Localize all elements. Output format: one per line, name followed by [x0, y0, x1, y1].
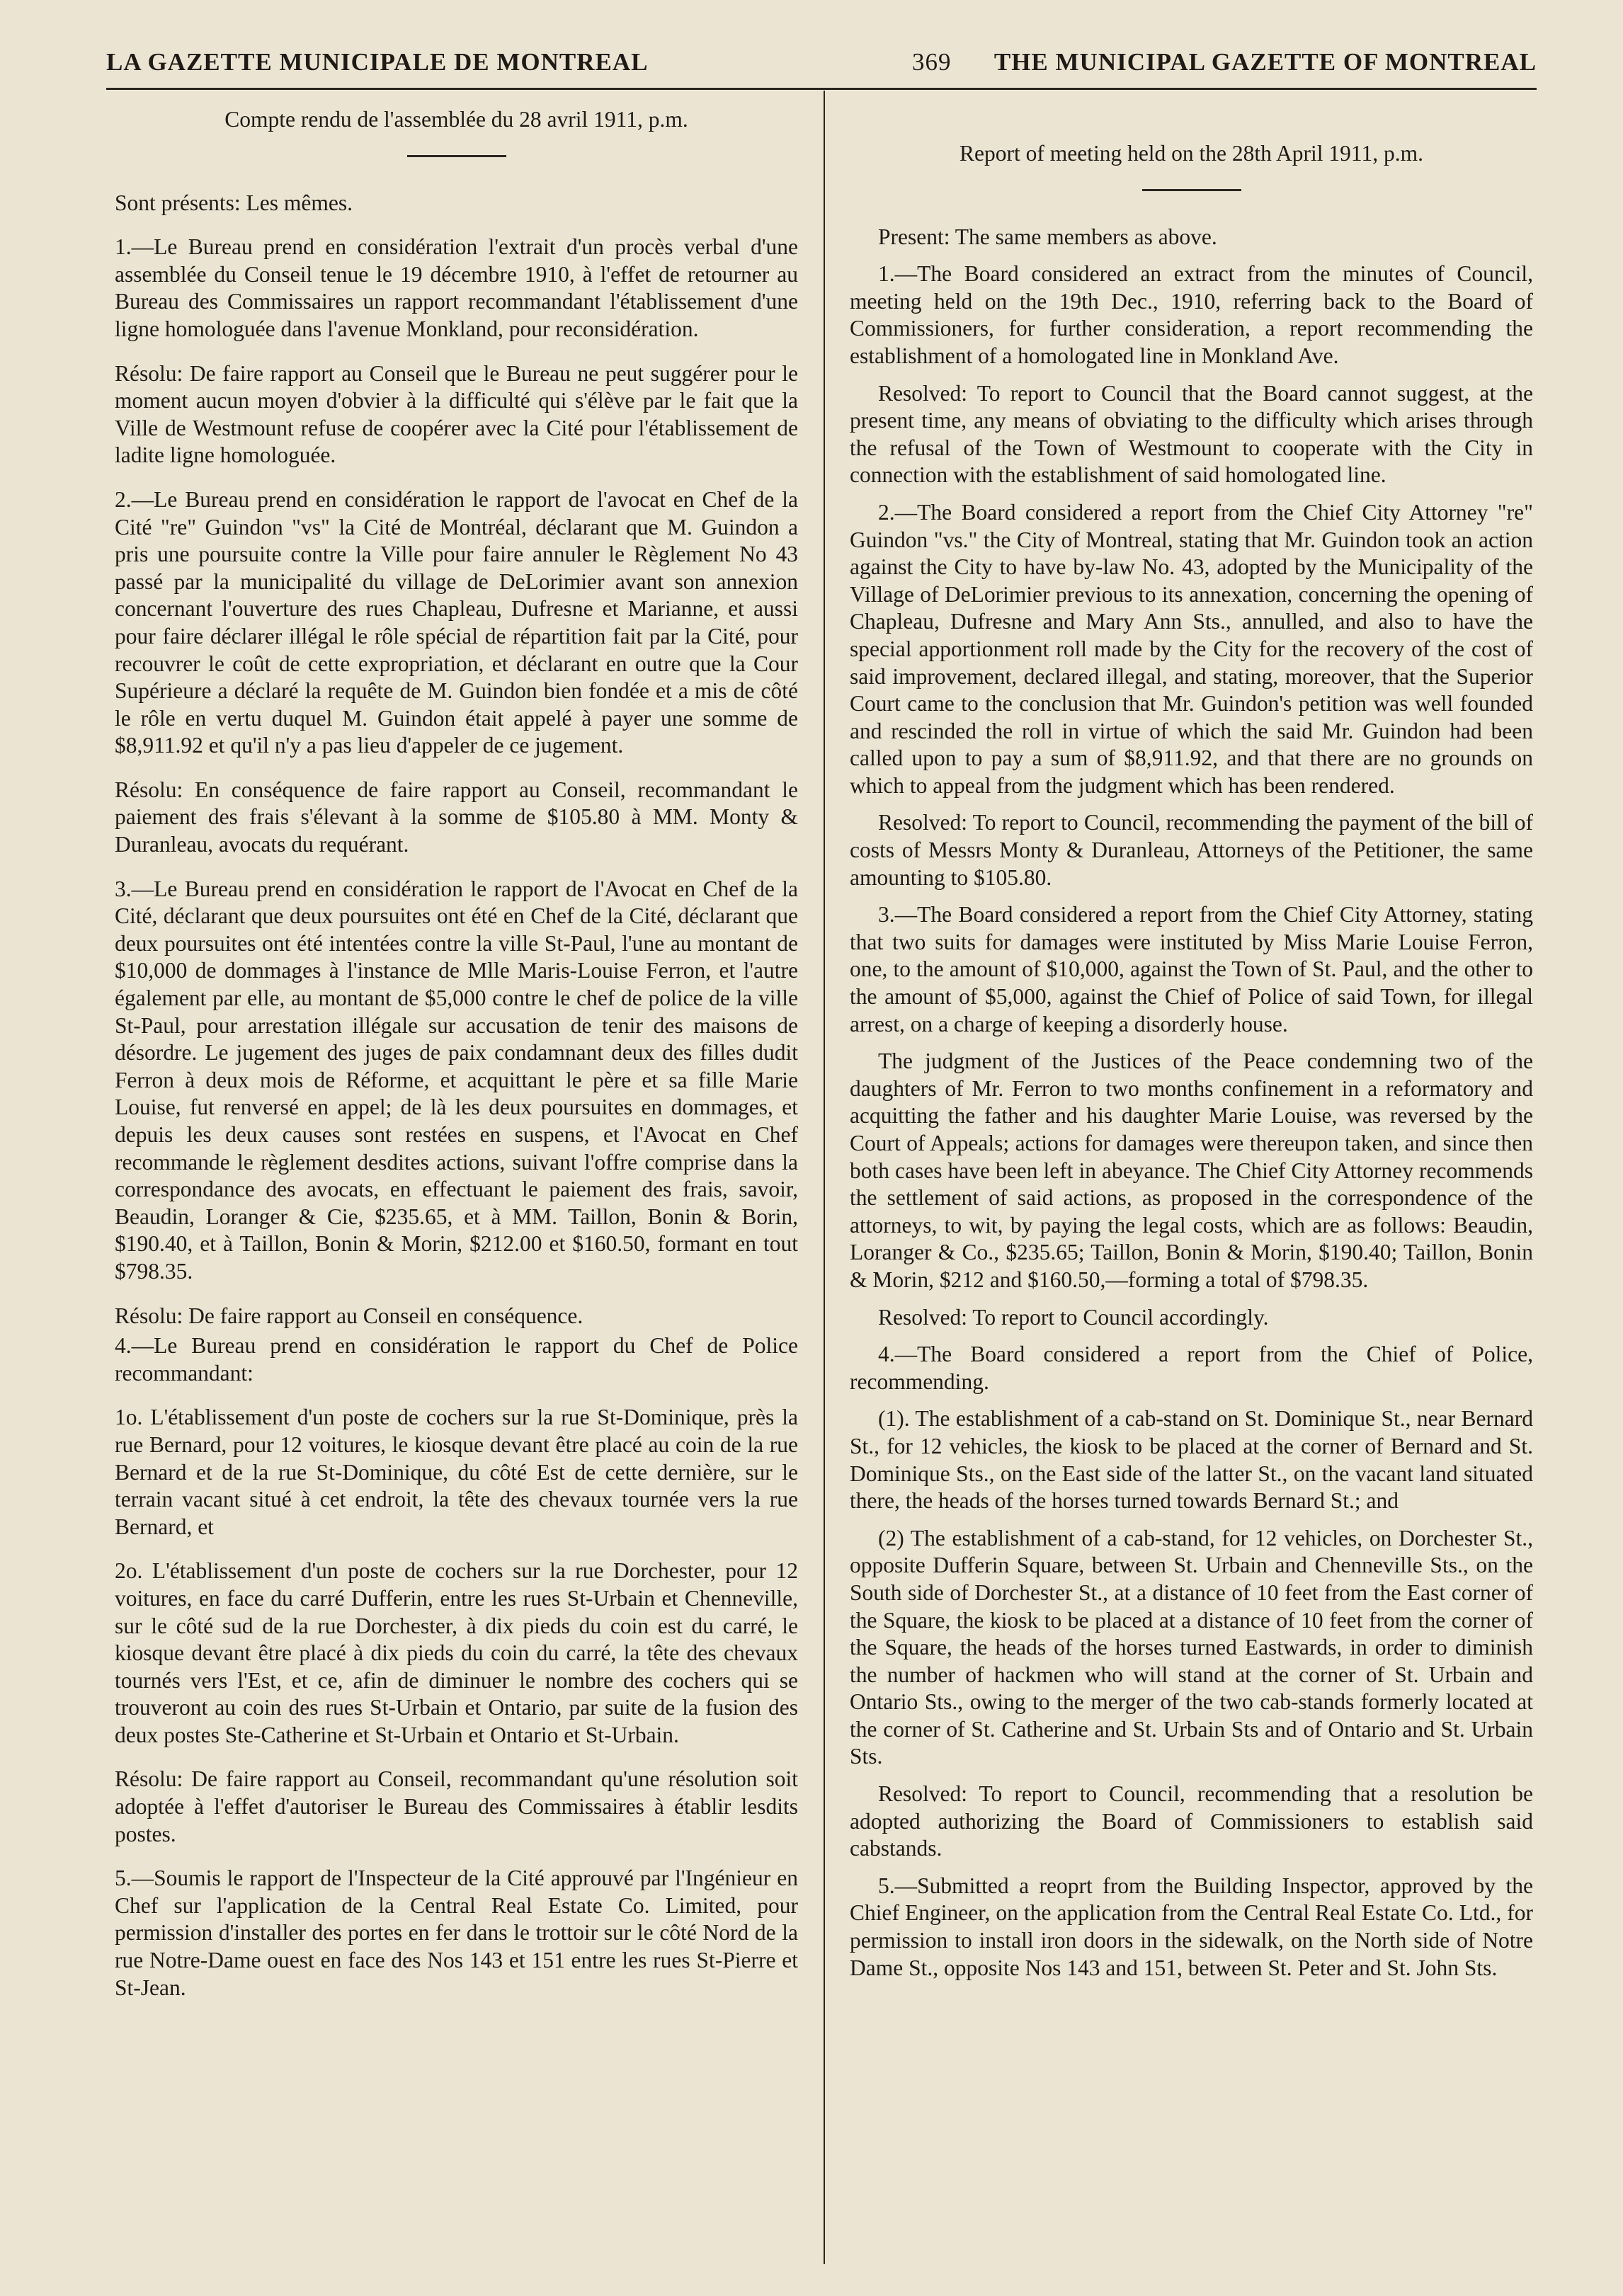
fr-paragraph: Sont présents: Les mêmes. [115, 190, 353, 215]
fr-paragraph: Résolu: De faire rapport au Conseil que le Bureau ne peut suggérer pour le moment aucun moyen d'obvier à la difficulté qui s'élève par le fait que la Ville de Westmount refuse de coopérer avec la Cité pour l'établissement de ladite ligne homologuée. [115, 360, 798, 468]
en-paragraph: (2) The establishment of a cab-stand, for 12 vehicles, on Dorchester St., opposite Dufferin Square, between St. Urbain and Chenneville Sts., on the South side of Dorchester St., at a distance of 10 feet from the East corner of the Square, the kiosk to be placed at a distance of 10 feet from the corner of the Square, the heads of the horses turned Eastwards, in order to diminish the number of hackmen who will stand at the corner of St. Urbain and Ontario Sts., owing to the merger of the two cab-stands formerly located at the corner of St. Catherine and St. Urbain Sts and of Ontario and St. Urbain Sts. [850, 1525, 1533, 1769]
en-paragraph: 1.—The Board considered an extract from the minutes of Council, meeting held on the 19th Dec., 1910, referring back to the Board of Commissioners, for further consideration, a report recommending the establishment of a homologated line in Monkland Ave. [850, 261, 1533, 368]
en-paragraph: Resolved: To report to Council, recommending that a resolution be adopted authorizing the Board of Commissioners to establish said cabstands. [850, 1781, 1533, 1861]
en-paragraph: 5.—Submitted a reoprt from the Building Inspector, approved by the Chief Engineer, on the application from the Central Real Estate Co. Ltd., for permission to install iron doors in the sidewalk, on the North side of Notre Dame St., opposite Nos 143 and 151, between St. Peter and St. John Sts. [850, 1873, 1533, 1980]
en-paragraph: 2.—The Board considered a report from the Chief City Attorney "re" Guindon "vs." the City of Montreal, stating that Mr. Guindon took an action against the City to have by-law No. 43, adopted by the Municipality of the Village of DeLorimier previous to its annexation, concerning the opening of Chapleau, Dufresne and Mary Ann Sts., annulled, and also to have the special apportionment roll made by the City for the recovery of the cost of said improvement, declared illegal, and stating, moreover, that the Superior Court came to the conclusion that Mr. Guindon's petition was well founded and rescinded the roll in virtue of which the said Mr. Guindon had been called upon to pay a sum of $8,911.92, and that there are no grounds on which to appeal from the judgment which has been rendered. [850, 499, 1533, 798]
french-title: Compte rendu de l'assemblée du 28 avril 1911, p.m. [224, 107, 688, 132]
fr-paragraph: 4.—Le Bureau prend en considération le rapport du Chef de Police recommandant: [115, 1333, 798, 1386]
french-title-rule [407, 155, 506, 157]
english-title: Report of meeting held on the 28th April 1911, p.m. [959, 141, 1423, 166]
header-rule [106, 88, 1537, 90]
en-paragraph: 3.—The Board considered a report from the Chief City Attorney, stating that two suits for damages were instituted by Miss Marie Louise Ferron, one, to the amount of $10,000, against the Town of St. Paul, and the other to the amount of $5,000, against the Chief of Police of said Town, for illegal arrest, on a charge of keeping a disorderly house. [850, 902, 1533, 1036]
en-paragraph: (1). The establishment of a cab-stand on St. Dominique St., near Bernard St., for 12 vehicles, the kiosk to be placed at the corner of Bernard and St. Dominique Sts., on the East side of the latter St., on the vacant land situated there, the heads of the horses turned towards Bernard St.; and [850, 1406, 1533, 1514]
fr-paragraph: 5.—Soumis le rapport de l'Inspecteur de la Cité approuvé par l'Ingénieur en Chef sur l'application de la Central Real Estate Co. Limited, pour permission d'installer des portes en fer dans le trottoir sur le côté Nord de la rue Notre-Dame ouest en face des Nos 143 et 151 entre les rues St-Pierre et St-Jean. [115, 1866, 798, 2000]
fr-paragraph: 1.—Le Bureau prend en considération l'extrait d'un procès verbal d'une assemblée du Conseil tenue le 19 décembre 1910, à l'effet de retourner au Bureau des Commissaires un rapport recommandant l'établissement d'une ligne homologuée dans l'avenue Monkland, pour reconsidération. [115, 234, 798, 341]
en-paragraph: Present: The same members as above. [878, 224, 1217, 249]
french-column [115, 99, 798, 2018]
fr-paragraph: Résolu: De faire rapport au Conseil, recommandant qu'une résolution soit adoptée à l'effet d'autoriser le Bureau des Commissaires à établir lesdits postes. [115, 1766, 798, 1846]
english-column [850, 99, 1533, 1992]
en-paragraph: Resolved: To report to Council that the Board cannot suggest, at the present time, any means of obviating to the difficulty which arises through the refusal of the Town of Westmount to cooperate with the City in connection with the establishment of said homologated line. [850, 380, 1533, 488]
page-number: 369 [912, 48, 952, 76]
en-paragraph: Resolved: To report to Council accordingly. [878, 1304, 1269, 1330]
fr-paragraph: 2.—Le Bureau prend en considération le rapport de l'avocat en Chef de la Cité "re" Guindon "vs" la Cité de Montréal, déclarant que M. Guindon a pris une poursuite contre la Ville pour faire annuler le Règlement No 43 passé par la municipalité du village de DeLorimier avant son annexion concernant l'ouverture des rues Chapleau, Dufresne et Marianne, et aussi pour faire déclarer illégal le rôle spécial de répartition fait par la Cité, pour recouvrer le coût de cette expropriation, et déclarant en outre que la Cour Supérieure a déclaré la requête de M. Guindon bien fondée et a mis de côté le rôle en vertu duquel M. Guindon était appelé à payer une somme de $8,911.92 et qu'il n'y a pas lieu d'appeler de ce jugement. [115, 486, 798, 758]
page-header [106, 44, 1537, 86]
en-paragraph: The judgment of the Justices of the Peace condemning two of the daughters of Mr. Ferron to two months confinement in a reformatory and acquitting the father and his daughter Marie Louise, was reversed by the Court of Appeals; actions for damages were thereupon taken, and since then both cases have been left in abeyance. The Chief City Attorney recommends the settlement of said actions, as proposed in the correspondence of the attorneys, to wit, by paying the legal costs, which are as follows: Beaudin, Loranger & Co., $235.65; Taillon, Bonin & Morin, $190.40; Taillon, Bonin & Morin, $212 and $160.50,—forming a total of $798.35. [850, 1049, 1533, 1292]
fr-paragraph: Résolu: De faire rapport au Conseil en conséquence. [115, 1303, 583, 1328]
fr-paragraph: 3.—Le Bureau prend en considération le rapport de l'Avocat en Chef de la Cité, déclarant que deux poursuites ont été en Chef de la Cité, déclarant que deux poursuites ont été intentées contre la ville St-Paul, l'une au montant de $10,000 de dommages à l'instance de Mlle Maris-Louise Ferron, et l'autre également par elle, au montant de $5,000 contre le chef de police de la ville St-Paul, pour arrestation illégale sur accusation de tenir des maisons de désordre. Le jugement des juges de paix condamnant deux des filles dudit Ferron à deux mois de Réforme, et acquittant le père et sa fille Marie Louise, fut renversé en appel; de là les deux poursuites en dommages, et depuis les deux causes sont restées en suspens, et l'Avocat en Chef recommande le règlement desdites actions, suivant l'offre comprise dans la correspondance des avocats, en effectuant le paiement des frais, savoir, Beaudin, Loranger & Cie, $235.65, et à MM. Taillon, Bonin & Borin, $190.40, et à Taillon, Bonin & Morin, $212.00 et $160.50, formant en tout $798.35. [115, 876, 798, 1284]
header-french-title: LA GAZETTE MUNICIPALE DE MONTREAL [106, 48, 649, 76]
english-title-rule [1142, 189, 1241, 191]
header-english-title: THE MUNICIPAL GAZETTE OF MONTREAL [993, 48, 1537, 76]
en-paragraph: 4.—The Board considered a report from the Chief of Police, recommending. [850, 1342, 1533, 1394]
column-divider [824, 91, 825, 2264]
en-paragraph: Resolved: To report to Council, recommending the payment of the bill of costs of Messrs Monty & Duranleau, Attorneys of the Petitioner, the same amounting to $105.80. [850, 810, 1533, 890]
fr-paragraph: 1o. L'établissement d'un poste de cochers sur la rue St-Dominique, près la rue Bernard, pour 12 voitures, le kiosque devant être placé au coin de la rue Bernard et de la rue St-Dominique, du côté Est de cette dernière, sur le terrain vacant situé à cet endroit, la tête des chevaux tournée vers la rue Bernard, et [115, 1405, 798, 1539]
fr-paragraph: 2o. L'établissement d'un poste de cochers sur la rue Dorchester, pour 12 voitures, en face du carré Dufferin, entre les rues St-Urbain et Chenneville, sur le côté sud de la rue Dorchester, à dix pieds du coin est du carré, le kiosque devant être placé à dix pieds du coin du carré, la tête des chevaux tournés vers l'Est, et ce, afin de diminuer le nombre des cochers qui se trouveront au coin des rues St-Urbain et Ontario, par suite de la fusion des deux postes Ste-Catherine et St-Urbain et Ontario et St-Urbain. [115, 1558, 798, 1747]
fr-paragraph: Résolu: En conséquence de faire rapport au Conseil, recommandant le paiement des frais s'élevant à la somme de $105.80 à MM. Monty & Duranleau, avocats du requérant. [115, 777, 798, 857]
